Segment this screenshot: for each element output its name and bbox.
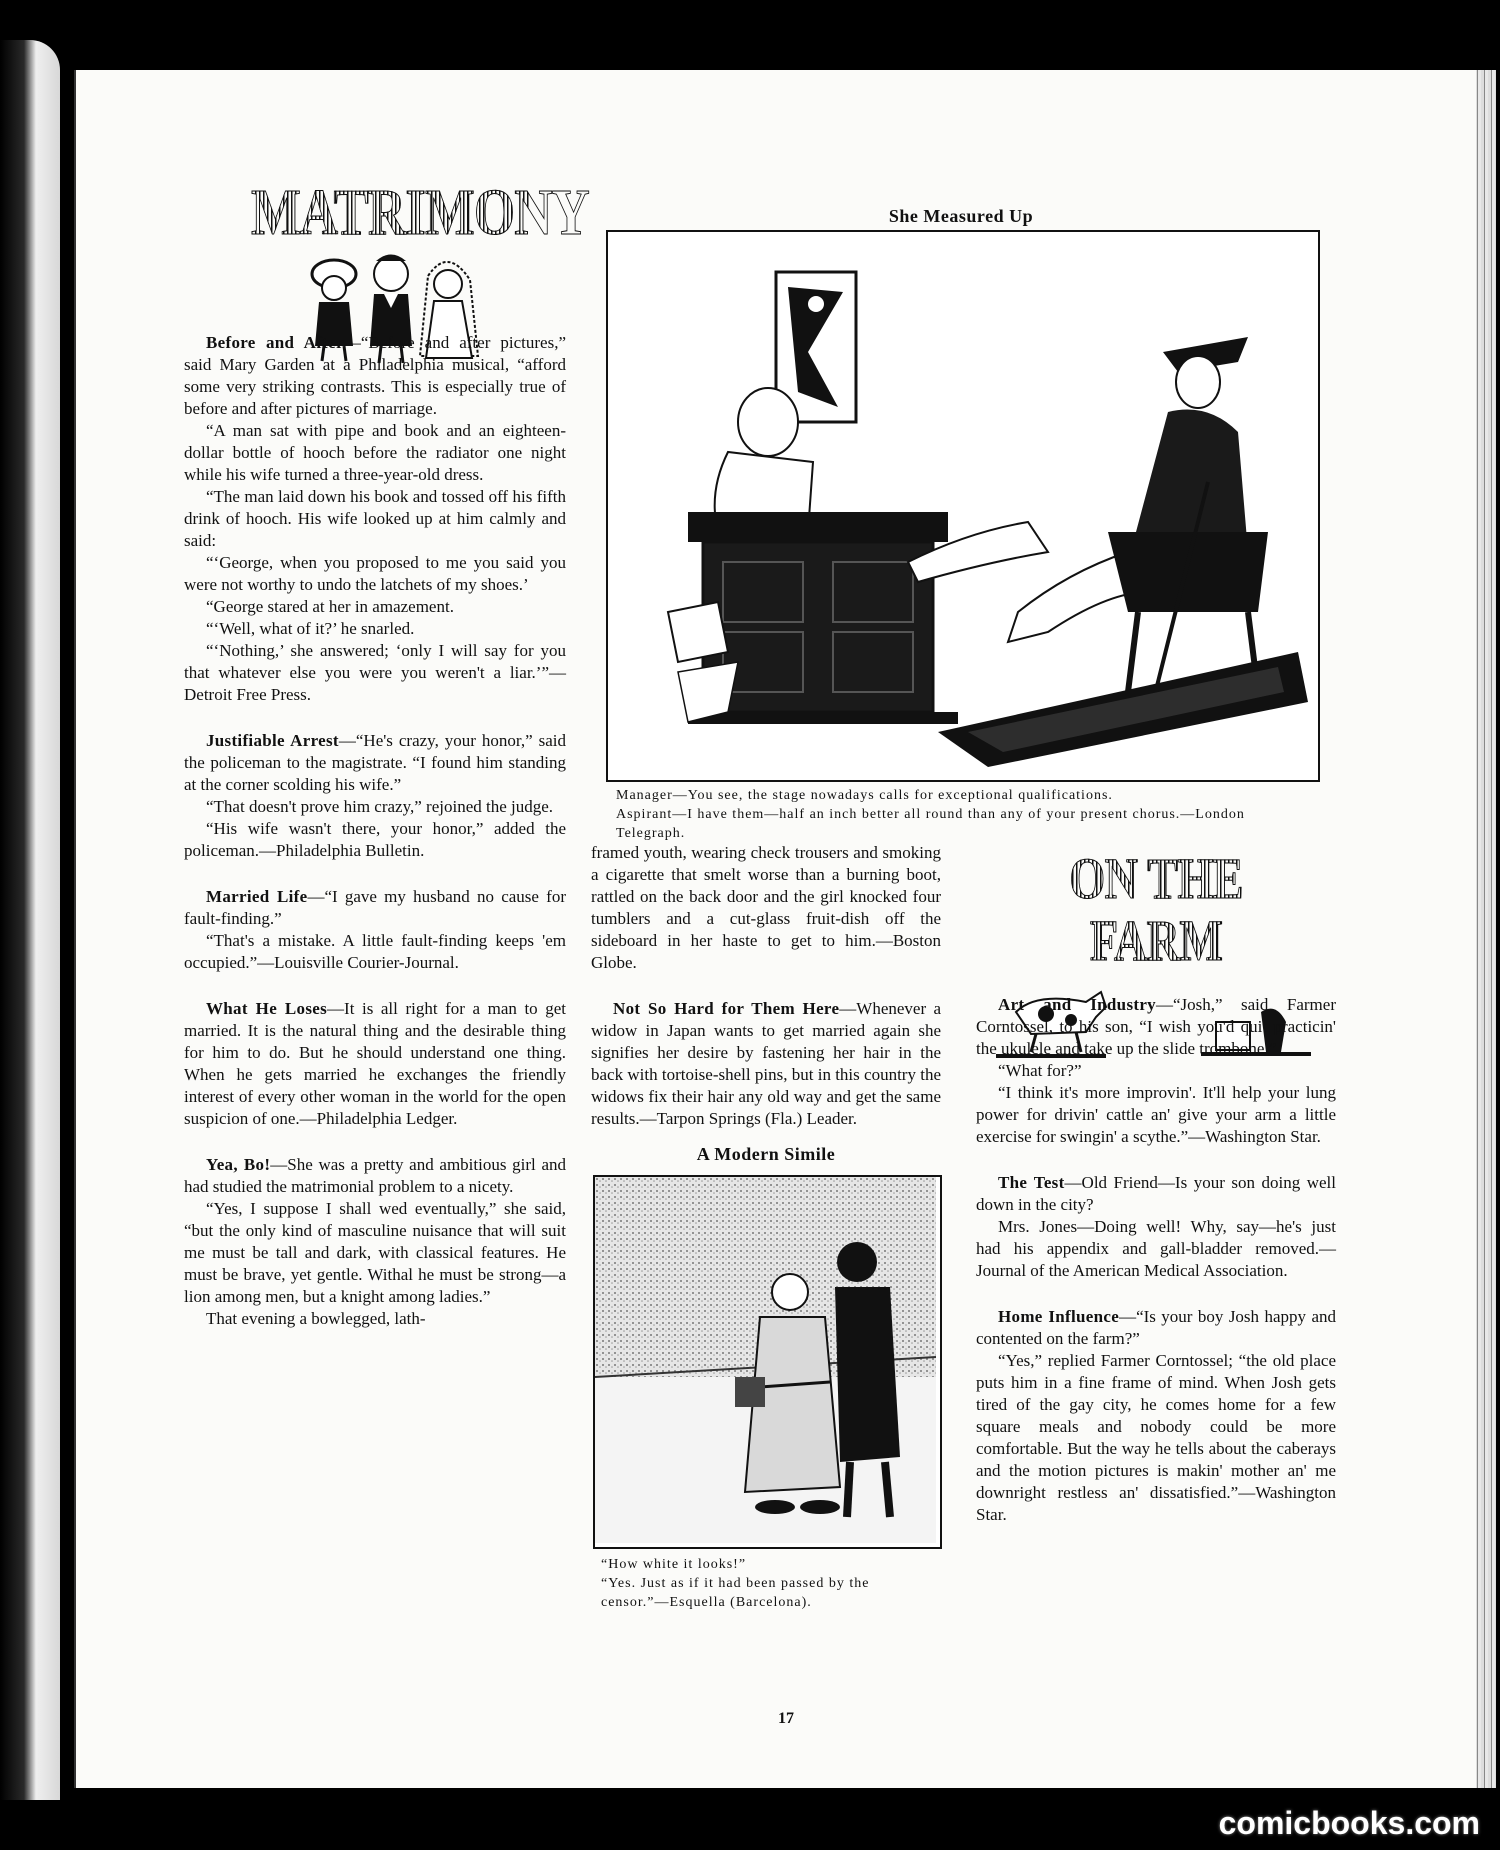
story-paragraph: —Old Friend—Is your son doing well down in the city? [976,1173,1336,1214]
page-stack-edge [1474,70,1496,1788]
story-heading: The Test [998,1173,1065,1192]
farm-stories [976,994,1336,1526]
middle-column [591,842,941,1612]
story-heading: Before and After [206,333,344,352]
book-binding-edge [0,40,60,1800]
story-justifiable-arrest [184,730,566,862]
farm-title: ON THE FARM [1012,848,1300,972]
page-number: 17 [778,1710,794,1727]
story-paragraph: Mrs. Jones—Doing well! Why, say—he's just had his appendix and gall-bladder removed.—Journal of the American Medical Association. [976,1217,1336,1280]
story-paragraph: —Whenever a widow in Japan wants to get married again she signifies her desire by fastening her hair in the back with tortoise-shell pins, but in this country the widows fix their hair any old way and get the same results.—Tarpon Springs (Fla.) Leader. [591,999,941,1128]
story-paragraph: “Yes,” replied Farmer Corntossel; “the old place puts him in a fine frame of mind. When Josh gets tired of the gay city, he comes home for a few square meals and nobody could be more comfortable. But the way he tells about the caberays and the motion pictures is makin' mother an' me downright restless an' dissatisfied.”—Washington Star. [976,1351,1336,1524]
cartoon-illustration [608,232,1314,776]
matrimony-title: MATRIMONY [251,176,589,249]
story-heading: Justifiable Arrest [206,731,339,750]
story-paragraph: “‘Nothing,’ she answered; ‘only I will say for you that whatever else you were you weren't a liar.’”—Detroit Free Press. [184,641,566,704]
story-paragraph: “Yes, I suppose I shall wed eventually,” she said, “but the only kind of masculine nuisance that will suit me must be tall and dark, with classical features. He must be brave, yet gentle. Withal he must be strong—a lion among men, but a knight among ladies.” [184,1199,566,1306]
story-heading: What He Loses [206,999,328,1018]
story-what-he-loses [184,998,566,1130]
story-paragraph: “That's a mistake. A little fault-finding keeps 'em occupied.”—Louisville Courier-Journal. [184,931,566,972]
story-heading: Married Life [206,887,308,906]
simile-illustration [595,1177,936,1543]
story-paragraph: “A man sat with pipe and book and an eighteen-dollar bottle of hooch before the radiator one night while his wife turned a three-year-old dress. [184,421,566,484]
story-paragraph: —“Before and after pictures,” said Mary Garden at a Philadelphia musical, “afford some very striking contrasts. This is especially true of before and after pictures of marriage. [184,333,566,418]
story-art-and-industry [976,994,1336,1148]
story-paragraph: —She was a pretty and ambitious girl and had studied the matrimonial problem to a nicety. [184,1155,566,1196]
cartoon-caption-manager: Manager—You see, the stage nowadays calls for exceptional qualifications. [616,788,1113,803]
yea-bo-continuation: framed youth, wearing check trousers and smoking a cigarette that smelt worse than a burning boot, rattled on the back door and the girl knocked four tumblers and a cut-glass fruit-dish off the sideboard in her haste to get to him.—Boston Globe. [591,843,941,972]
simile-title: A Modern Simile [696,1144,836,1164]
story-paragraph: “His wife wasn't there, your honor,” added the policeman.—Philadelphia Bulletin. [184,819,566,860]
site-watermark: comicbooks.com [1218,1805,1480,1841]
story-paragraph: “George stared at her in amazement. [206,597,454,616]
story-heading: Not So Hard for Them Here [613,999,840,1018]
magazine-page [74,70,1476,1788]
story-paragraph: —“Josh,” said Farmer Corntossel, to his son, “I wish you'd quit practicin' the ukulele and take up the slide trombone.” [976,995,1336,1058]
story-paragraph: “The man laid down his book and tossed off his fifth drink of hooch. His wife looked up at him calmly and said: [184,487,566,550]
cartoon-she-measured-up [606,230,1320,782]
simile-caption [591,1555,941,1612]
story-heading: Art and Industry [998,995,1156,1014]
story-paragraph: “‘George, when you proposed to me you said you were not worthy to undo the latchets of my shoes.’ [184,553,566,594]
story-paragraph: “I think it's more improvin'. It'll help your lung power for drivin' cattle an' give your arm a little exercise for swingin' a scythe.”—Washington Star. [976,1083,1336,1146]
story-paragraph: “That doesn't prove him crazy,” rejoined the judge. [206,797,554,816]
story-paragraph: That evening a bowlegged, lath- [206,1309,426,1328]
story-the-test [976,1172,1336,1282]
story-home-influence [976,1306,1336,1526]
cartoon-caption [616,786,1316,843]
cartoon-caption-aspirant: Aspirant—I have them—half an inch better all round than any of your present chorus.—London Telegraph. [616,807,1245,841]
story-paragraph: —“Is your boy Josh happy and contented on the farm?” [976,1307,1336,1348]
story-married-life [184,886,566,974]
simile-caption-line-2: “Yes. Just as if it had been passed by the censor.”—Esquella (Barcelona). [601,1576,870,1610]
simile-cartoon [593,1175,942,1549]
story-paragraph: —It is all right for a man to get married. It is the natural thing and the desirable thing for him to do. But he should understand one thing. When he gets married he exchanges the friendly interest of every other woman in the world for the open suspicion of one.—Philadelphia Ledger. [184,999,566,1128]
story-heading: Home Influence [998,1307,1120,1326]
simile-caption-line-1: “How white it looks!” [601,1557,747,1572]
cartoon-title: She Measured Up [888,206,1034,226]
matrimony-stories [184,332,566,1330]
story-paragraph: —“He's crazy, your honor,” said the policeman to the magistrate. “I found him standing at the corner scolding his wife.” [184,731,566,794]
story-paragraph: —“I gave my husband no cause for fault-finding.” [184,887,566,928]
story-heading: Yea, Bo! [206,1155,271,1174]
story-paragraph: “What for?” [998,1061,1082,1080]
story-yea-bo [184,1154,566,1330]
story-paragraph: “‘Well, what of it?’ he snarled. [206,619,415,638]
story-before-and-after [184,332,566,706]
